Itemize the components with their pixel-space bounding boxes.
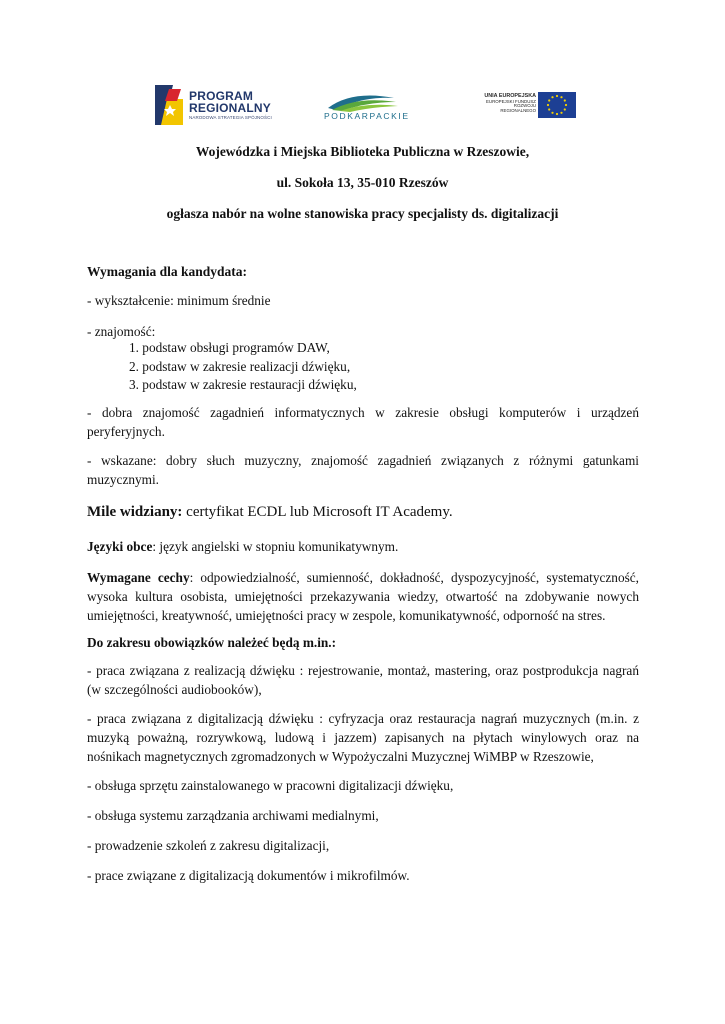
library-name: Wojewódzka i Miejska Biblioteka Publiczna w Rzeszowie, — [195, 144, 530, 159]
knowledge-list — [129, 339, 357, 395]
traits-paragraph — [87, 568, 639, 625]
announcement-title: ogłasza nabór na wolne stanowiska pracy specjalisty ds. digitalizacji — [166, 206, 559, 221]
traits-label: Wymagane cechy — [87, 570, 190, 585]
program-regionalny-text — [189, 90, 272, 121]
duty-item: - prace związane z digitalizacją dokumentów i mikrofilmów. — [87, 868, 410, 883]
duty-item: - obsługa systemu zarządzania archiwami medialnymi, — [87, 808, 379, 823]
eu-flag-icon — [538, 92, 576, 118]
podkarpackie-logo — [322, 88, 410, 122]
requirement-education: - wykształcenie: minimum średnie — [87, 293, 271, 308]
languages-label: Języki obce — [87, 539, 153, 554]
podkarpackie-hills-icon — [322, 88, 400, 112]
languages-text: : język angielski w stopniu komunikatywnym. — [152, 539, 399, 554]
eu-line3: ROZWOJU REGIONALNEGO — [500, 103, 536, 113]
regionalny-line: REGIONALNY — [189, 100, 272, 115]
eu-line2: EUROPEJSKI FUNDUSZ — [485, 98, 536, 104]
eu-line1: UNIA EUROPEJSKA — [484, 93, 536, 99]
welcome-paragraph — [87, 502, 453, 522]
program-line: PROGRAM — [189, 88, 254, 103]
duty-item: - prowadzenie szkoleń z zakresu digitalizacji, — [87, 838, 330, 853]
program-regionalny-emblem-icon — [155, 85, 183, 125]
list-item: 2. podstaw w zakresie realizacji dźwięku, — [129, 358, 351, 374]
traits-text: : odpowiedzialność, sumienność, dokładność, dyspozycyjność, systematyczność, wysoka kultura osobista, umiejętności przekazywania wiedzy, otwartość na zdobywanie nowych umiejętności, kreatywność, umiejętności pracy w zespole, komunikatywność, odporność na stres. — [87, 570, 639, 623]
requirement-it-knowledge: - dobra znajomość zagadnień informatycznych w zakresie obsługi komputerów i urządzeń peryferyjnych. — [87, 405, 639, 439]
eu-logo — [478, 92, 578, 120]
podkarpackie-label: PODKARPACKIE — [324, 111, 410, 121]
strategy-line: NARODOWA STRATEGIA SPÓJNOŚCI — [189, 114, 272, 120]
requirement-recommended: - wskazane: dobry słuch muzyczny, znajomość zagadnień związanych z różnymi gatunkami muzycznymi. — [87, 453, 639, 487]
duty-item: - obsługa sprzętu zainstalowanego w pracowni digitalizacji dźwięku, — [87, 778, 454, 793]
welcome-label: Mile widziany: — [87, 504, 183, 520]
languages-paragraph — [87, 537, 639, 556]
duty-item: - praca związana z digitalizacją dźwięku : cyfryzacja oraz restauracja nagrań muzycznych (m.in. z muzyką poważną, rozrywkową, ludową i jazzem) zapisanych na płytach winylowych oraz na nośnikach magnetycznych zgromadzonych w Wypożyczalni Muzycznej WiMBP w Rzeszowie, — [87, 711, 639, 764]
welcome-text: certyfikat ECDL lub Microsoft IT Academy. — [182, 504, 453, 520]
duties-heading: Do zakresu obowiązków należeć będą m.in.: — [87, 635, 337, 650]
program-regionalny-logo — [155, 84, 275, 126]
library-address: ul. Sokoła 13, 35-010 Rzeszów — [276, 175, 449, 190]
eu-text — [478, 94, 536, 114]
duty-item: - praca związana z realizacją dźwięku : rejestrowanie, montaż, mastering, oraz postprodukcja nagrań (w szczególności audiobooków), — [87, 663, 639, 697]
requirement-knowledge-label: - znajomość: — [87, 324, 156, 339]
list-item: 1. podstaw obsługi programów DAW, — [129, 340, 330, 355]
logo-bar — [0, 84, 725, 130]
requirements-heading: Wymagania dla kandydata: — [87, 264, 248, 279]
list-item: 3. podstaw w zakresie restauracji dźwięku, — [129, 377, 357, 392]
